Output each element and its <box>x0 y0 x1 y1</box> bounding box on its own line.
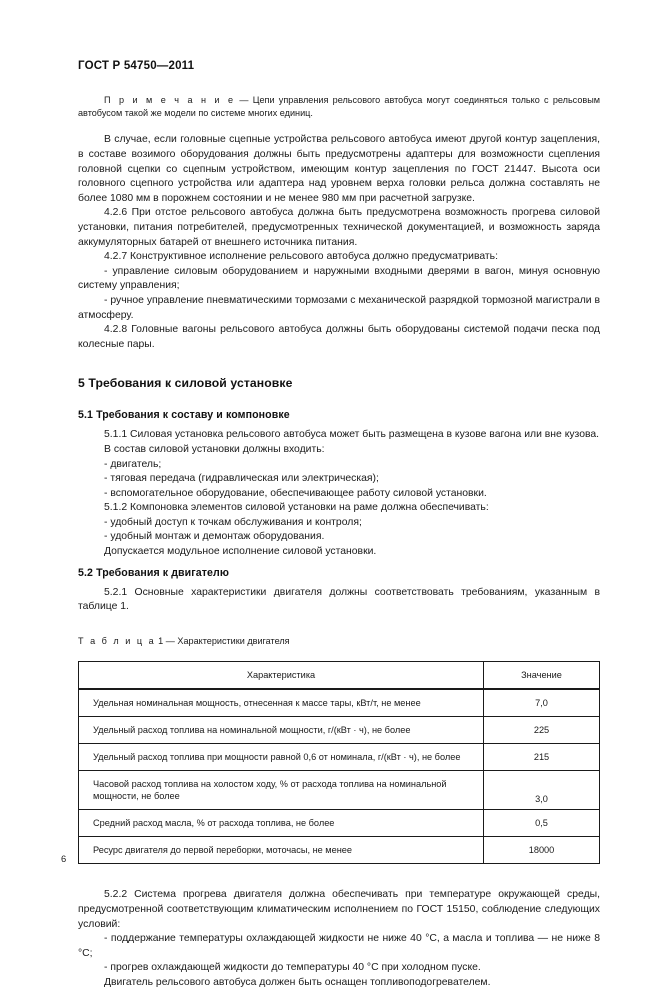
table-caption-label: Т а б л и ц а <box>78 635 156 646</box>
section-heading-5-1: 5.1 Требования к составу и компоновке <box>78 409 290 422</box>
table-row <box>79 810 600 837</box>
spacer <box>78 615 600 634</box>
note-label: П р и м е ч а н и е <box>104 95 236 105</box>
table-head <box>79 662 600 690</box>
table-header-row <box>79 662 600 690</box>
cell-value: 18000 <box>484 837 600 864</box>
cell-characteristic: Удельная номинальная мощность, отнесенная к массе тары, кВт/т, не менее <box>79 689 484 717</box>
paragraph-5-1-2: 5.1.2 Компоновка элементов силовой установки на раме должна обеспечивать: <box>104 502 489 514</box>
note-paragraph <box>78 94 600 120</box>
standard-header: ГОСТ Р 54750—2011 <box>78 60 195 72</box>
list-item-5-1-1-2: - тяговая передача (гидравлическая или электрическая); <box>104 473 379 485</box>
note-text: Цепи управления рельсового автобуса могут соединяться только с рельсовым автобусом такой же модели по системе многих единиц. <box>78 95 601 119</box>
paragraph-5-2-2: 5.2.2 Система прогрева двигателя должна обеспечивать при температуре окружающей среды, предусмотренной соответствующим климатическим исполнением по ГОСТ 15150, соблюдение следующих условий: <box>78 889 600 930</box>
table-row <box>79 744 600 771</box>
paragraph-5-2-2-end: Двигатель рельсового автобуса должен быть оснащен топливоподогревателем. <box>104 977 491 988</box>
list-item-5-1-1-3: - вспомогательное оборудование, обеспечивающее работу силовой установки. <box>104 487 487 499</box>
column-header-characteristic: Характеристика <box>79 662 484 690</box>
table-caption <box>78 634 600 649</box>
spacer <box>78 352 600 376</box>
cell-characteristic: Средний расход масла, % от расхода топлива, не более <box>79 810 484 837</box>
cell-value: 225 <box>484 717 600 744</box>
cell-characteristic: Удельный расход топлива на номинальной мощности, г/(кВт · ч), не более <box>79 717 484 744</box>
list-item-5-1-1-1: - двигатель; <box>104 458 162 470</box>
spacer <box>78 648 600 661</box>
paragraph-5-1-2-end: Допускается модульное исполнение силовой установки. <box>104 546 377 558</box>
spacer <box>78 864 600 888</box>
table-row <box>79 771 600 810</box>
paragraph-5-1-1: 5.1.1 Силовая установка рельсового автобуса может быть размещена в кузове вагона или вне кузова. <box>104 429 600 441</box>
cell-value: 7,0 <box>484 689 600 717</box>
spacer <box>78 560 600 567</box>
table-row <box>79 689 600 717</box>
list-item-4-2-7-1: - управление силовым оборудованием и наружными входными дверями в вагон, минуя основную систему управления; <box>78 265 600 292</box>
paragraph-4-2-8: 4.2.8 Головные вагоны рельсового автобуса должны быть оборудованы системой подачи песка под колесные пары. <box>78 324 600 350</box>
list-item-5-1-2-1: - удобный доступ к точкам обслуживания и контроля; <box>104 516 362 528</box>
cell-value: 3,0 <box>484 771 600 810</box>
cell-value: 0,5 <box>484 810 600 837</box>
section-heading-5-2: 5.2 Требования к двигателю <box>78 566 230 579</box>
paragraph-5-2-1: 5.2.1 Основные характеристики двигателя должны соответствовать требованиям, указанным в таблице 1. <box>78 586 600 613</box>
cell-characteristic: Часовой расход топлива на холостом ходу, % от расхода топлива на номинальной мощности, не более <box>79 771 484 810</box>
table-caption-dash: — <box>165 635 178 646</box>
cell-characteristic: Ресурс двигателя до первой переборки, моточасы, не менее <box>79 837 484 864</box>
table-caption-number: 1 <box>155 635 166 646</box>
list-item-4-2-7-2: - ручное управление пневматическими тормозами с механической разрядкой тормозной магистрали в атмосферу. <box>78 294 600 321</box>
section-heading-5: 5 Требования к силовой установке <box>78 376 293 391</box>
cell-value: 215 <box>484 744 600 771</box>
cell-characteristic: Удельный расход топлива при мощности равной 0,6 от номинала, г/(кВт · ч), не более <box>79 744 484 771</box>
paragraph-5-1-1-intro: В состав силовой установки должны входить: <box>104 443 325 455</box>
spacer <box>78 390 600 409</box>
table-caption-title: Характеристики двигателя <box>177 635 290 646</box>
paragraph-4-2-7: 4.2.7 Конструктивное исполнение рельсового автобуса должно предусматривать: <box>104 251 498 263</box>
list-item-5-2-2-2: - прогрев охлаждающей жидкости до температуры 40 °С при холодном пуске. <box>104 962 481 974</box>
paragraph-adapters: В случае, если головные сцепные устройства рельсового автобуса имеют другой контур зацепления, в составе возимого оборудования должны быть предусмотрены адаптеры для возможности сцепления головной сцепки со сцепным устройством, имеющим контур зацепления по ГОСТ 21447. Высота оси головного сцепного устройства или адаптера над уровнем верха головки рельса должна составлять не более 1080 мм в порожнем состоянии и не менее 980 мм при расчетной загрузке. <box>78 134 600 204</box>
paragraph-4-2-6: 4.2.6 При отстое рельсового автобуса должна быть предусмотрена возможность прогрева силовой установки, питания потребителей, предусмотренных технической документацией, и возможность заряда аккумуляторных батарей от внешнего источника питания. <box>78 207 600 248</box>
page-content <box>78 60 600 991</box>
page-number: 6 <box>61 853 67 864</box>
table-body <box>79 689 600 864</box>
engine-characteristics-table <box>78 661 600 864</box>
note-dash: — <box>235 95 253 105</box>
column-header-value: Значение <box>484 662 600 690</box>
table-row <box>79 717 600 744</box>
list-item-5-1-2-2: - удобный монтаж и демонтаж оборудования. <box>104 531 325 543</box>
spacer <box>78 579 600 586</box>
spacer <box>78 421 600 428</box>
list-item-5-2-2-1: - поддержание температуры охлаждающей жидкости не ниже 40 °С, а масла и топлива — не ниже 8 °С; <box>78 933 600 959</box>
table-row <box>79 837 600 864</box>
